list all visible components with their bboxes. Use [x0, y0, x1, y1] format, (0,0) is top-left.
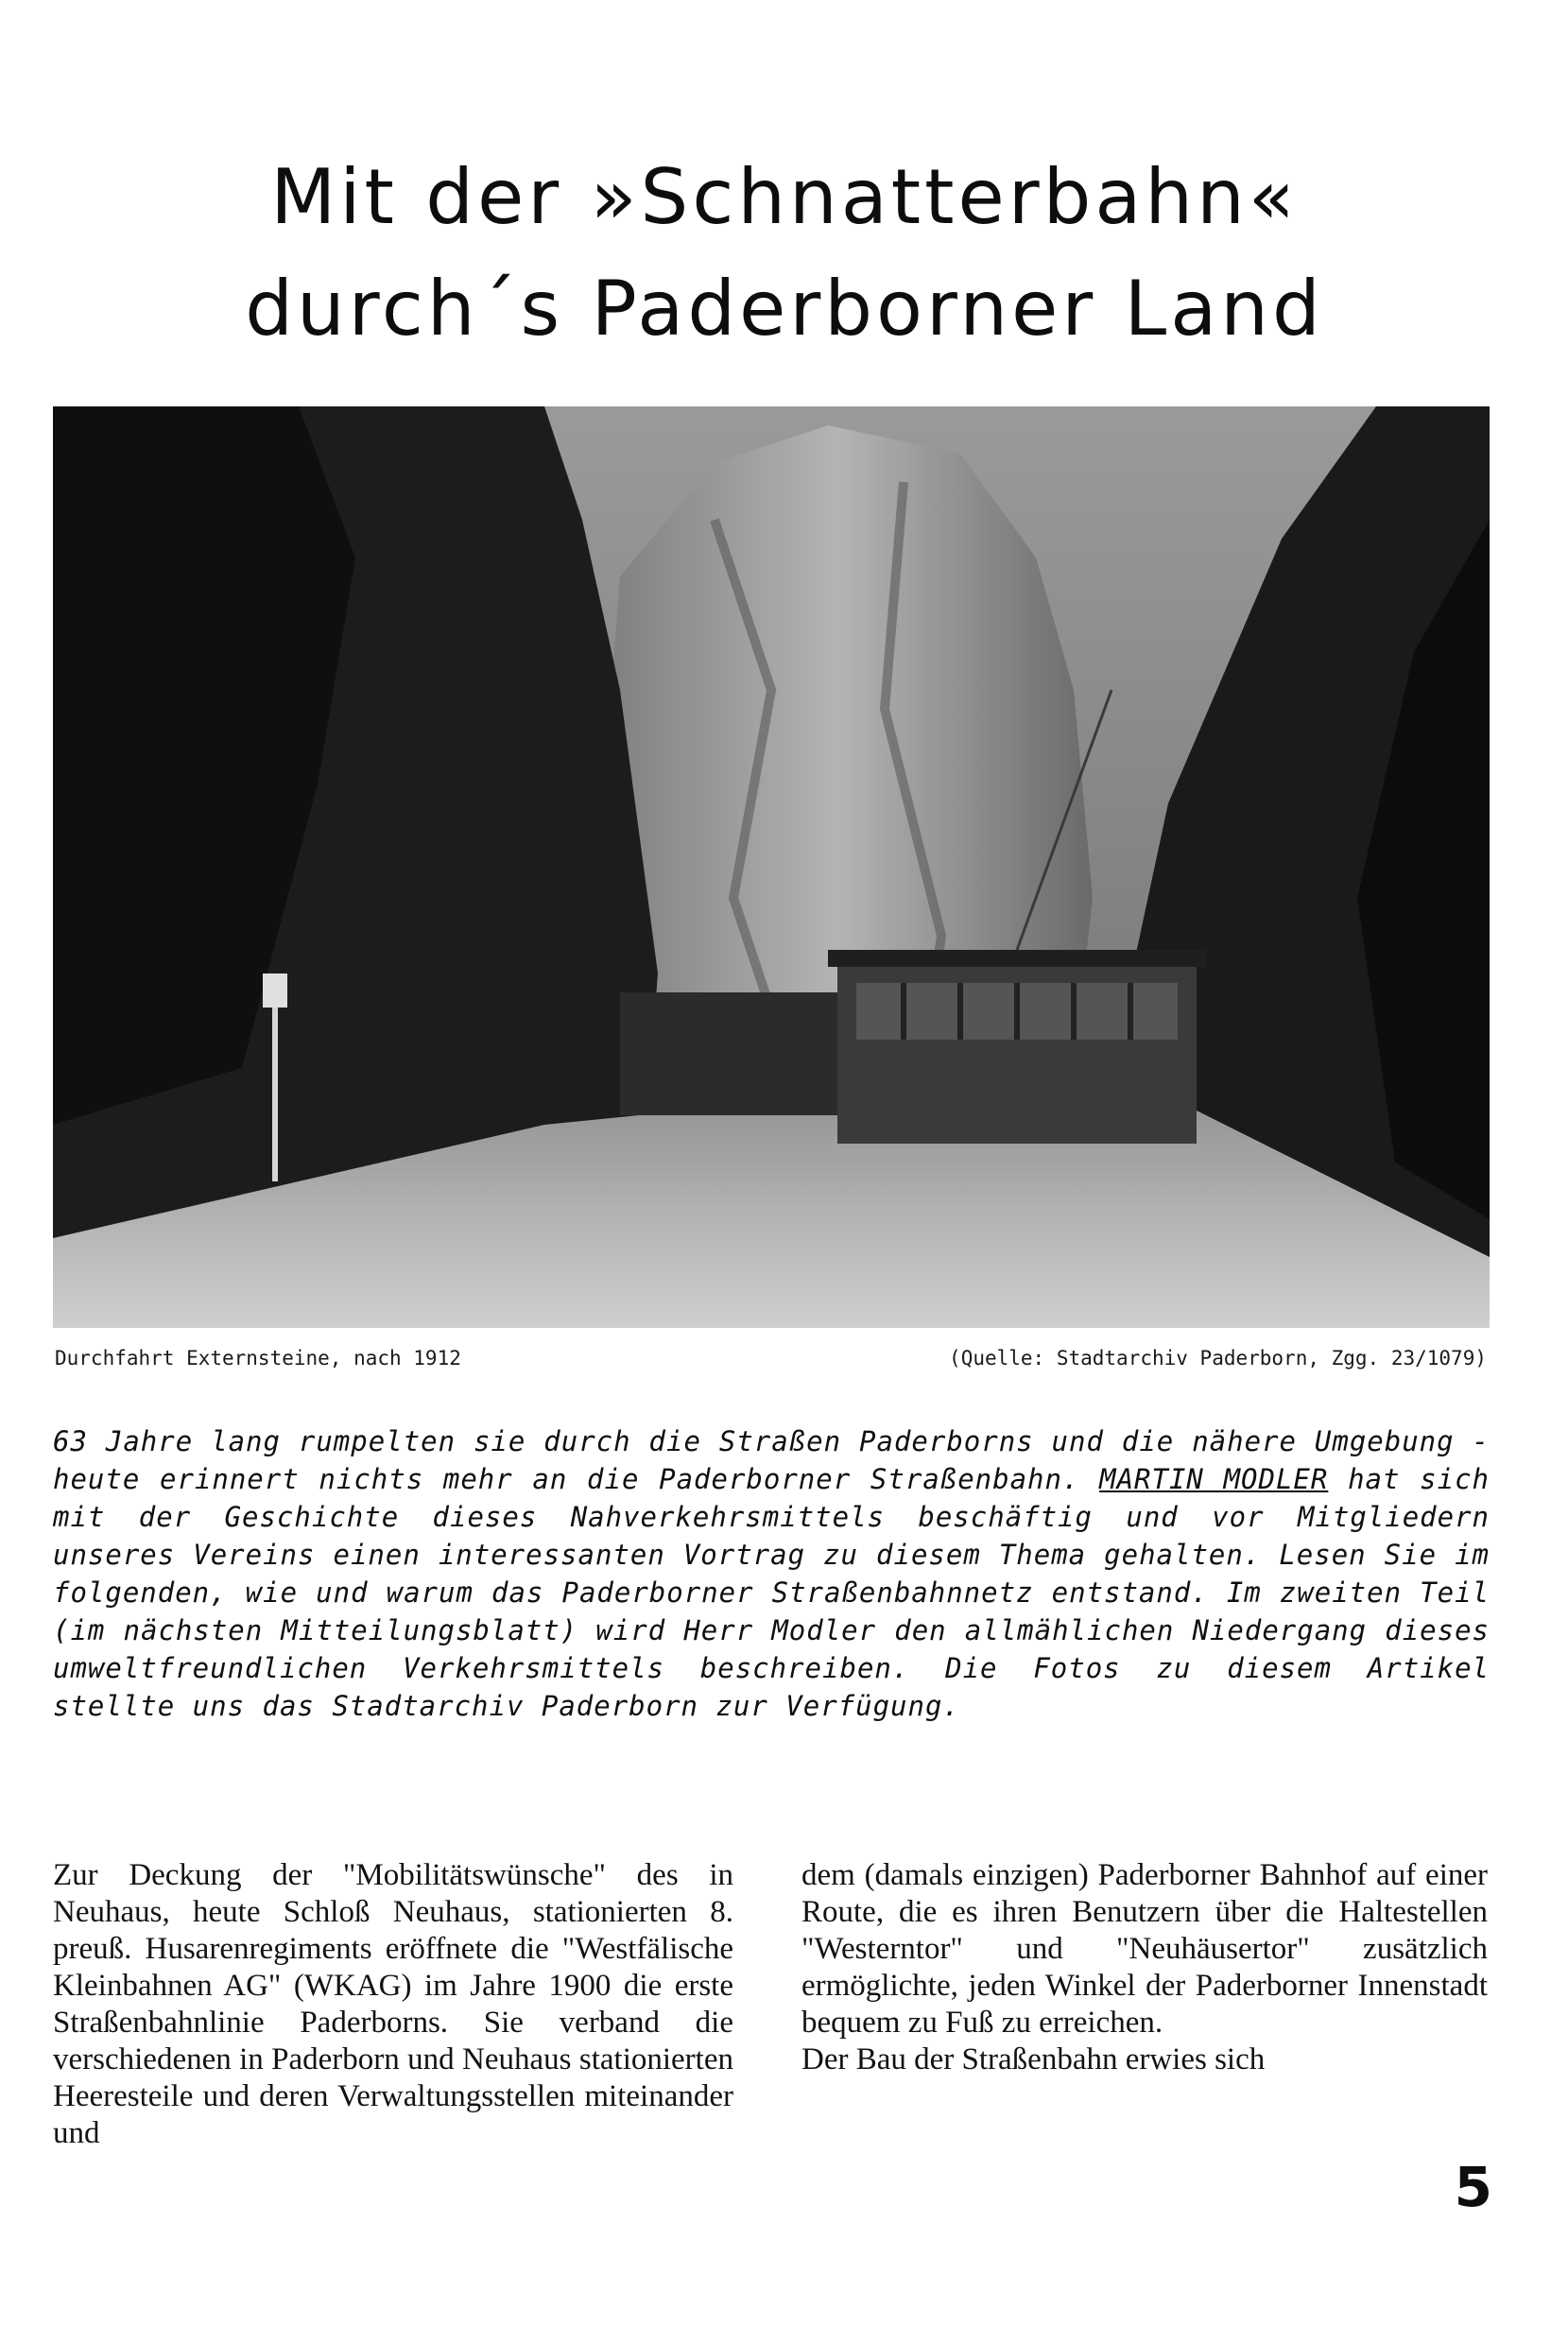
photo-source: (Quelle: Stadtarchiv Paderborn, Zgg. 23/1079) [949, 1347, 1487, 1370]
photo-illustration [53, 406, 1490, 1328]
title-line-2: durch´s Paderborner Land [245, 265, 1324, 353]
photo-caption: Durchfahrt Externsteine, nach 1912 [55, 1347, 461, 1370]
body-column-right [801, 1857, 1488, 2078]
body-paragraph: Zur Deckung der "Mobilitätswünsche" des in Neuhaus, heute Schloß Neuhaus, stationierten 8. preuß. Husarenregiments eröffnete die "Westfälische Kleinbahnen AG" (WKAG) im Jahre 1900 die erste Straßenbahnlinie Paderborns. Sie verband die verschiedenen in Paderborn und Neuhaus stationierten Heeresteile und deren Verwaltungsstellen miteinander und [53, 1858, 733, 2150]
intro-paragraph [53, 1422, 1490, 1725]
title-line-1: Mit der »Schnatterbahn« [270, 153, 1299, 241]
author-name: MARTIN MODLER [1099, 1463, 1329, 1495]
article-title [57, 142, 1512, 365]
body-column-left [53, 1857, 733, 2152]
body-paragraph: dem (damals einzigen) Paderborner Bahnhof auf einer Route, die es ihren Benutzern über die Haltestellen "Westerntor" und "Neuhäusertor" zusätzlich ermöglichte, jeden Winkel der Paderborner Innenstadt bequem zu Fuß zu erreichen. [801, 1858, 1488, 2040]
intro-text-1: 63 Jahre lang rumpelten sie durch die Straßen Paderborns und die nähere Umgebung - heute erinnert nichts mehr an die Paderborner Straßenbahn. [53, 1425, 1490, 1495]
page-number: 5 [1454, 2155, 1492, 2219]
intro-text-2: hat sich mit der Geschichte dieses Nahverkehrsmittels beschäftig und vor Mitgliedern unseres Vereins einen interessanten Vortrag zu diesem Thema gehalten. Lesen Sie im folgenden, wie und warum das Paderborner Straßenbahnnetz entstand. Im zweiten Teil (im nächsten Mitteilungsblatt) wird Herr Modler den allmählichen Niedergang dieses umweltfreundlichen Verkehrsmittels beschreiben. Die Fotos zu diesem Artikel stellte uns das Stadtarchiv Paderborn zur Verfügung. [53, 1463, 1490, 1722]
body-paragraph: Der Bau der Straßenbahn erwies sich [801, 2042, 1266, 2076]
historic-tram-photo [53, 406, 1490, 1328]
